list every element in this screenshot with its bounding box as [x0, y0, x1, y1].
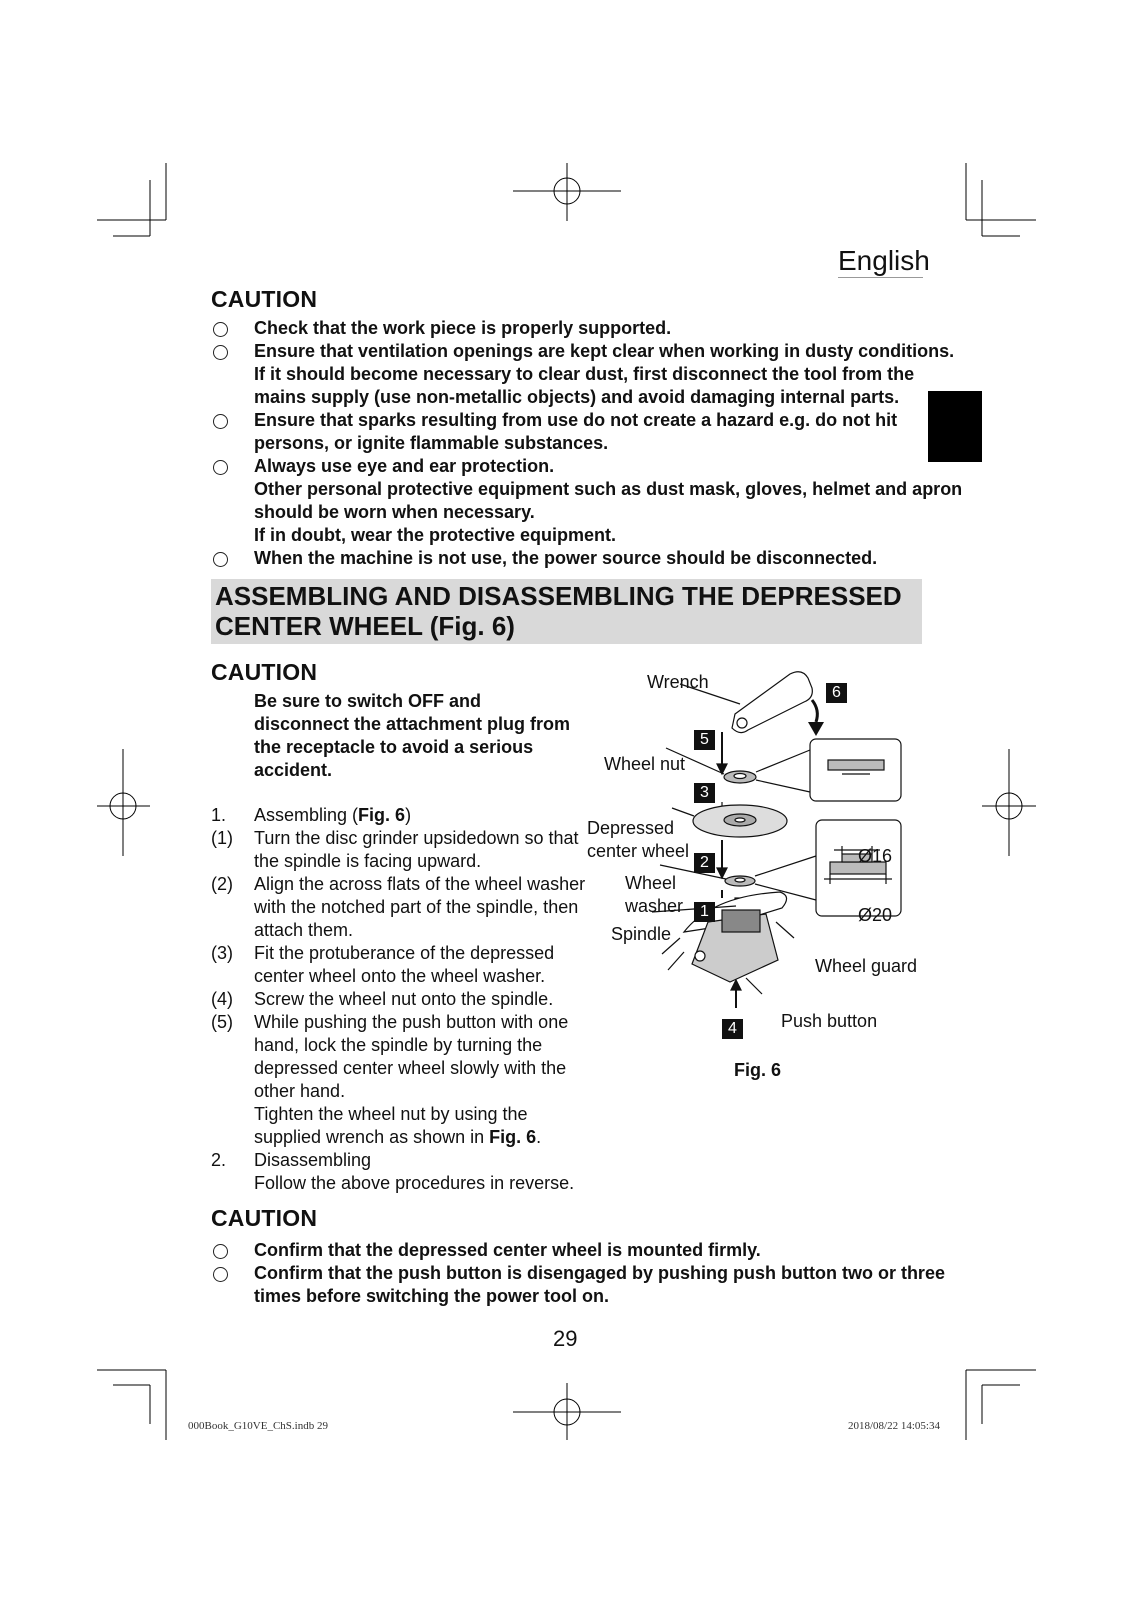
substep-5-line-4: other hand.	[254, 1081, 346, 1101]
substep-2-line-2: with the notched part of the spindle, then	[254, 897, 579, 917]
section-heading-line-2: CENTER WHEEL (Fig. 6)	[215, 611, 515, 641]
step-1-label: Assembling (Fig. 6)	[254, 805, 412, 825]
substep-number: (3)	[211, 943, 233, 963]
caution-item-1: Check that the work piece is properly supported.	[254, 318, 672, 338]
label-wheel-nut: Wheel nut	[604, 754, 686, 774]
caution-item-5: When the machine is not use, the power source should be disconnected.	[254, 548, 878, 568]
caution-title: CAUTION	[211, 1205, 318, 1231]
page-number: 29	[553, 1326, 578, 1351]
step-2-label: Disassembling	[254, 1150, 372, 1170]
caution-item-4-line-4: If in doubt, wear the protective equipment.	[254, 525, 617, 545]
caution3-item-1: Confirm that the depressed center wheel is mounted firmly.	[254, 1240, 761, 1260]
caution-item-4-line-3: should be worn when necessary.	[254, 502, 535, 522]
step-2-line-2: Follow the above procedures in reverse.	[254, 1173, 575, 1193]
substep-1-line-2: the spindle is facing upward.	[254, 851, 482, 871]
caution-item-3-line-1: Ensure that sparks resulting from use do not create a hazard e.g. do not hit	[254, 410, 898, 430]
substep-5-line-3: depressed center wheel slowly with the	[254, 1058, 567, 1078]
wheel-nut-icon	[724, 771, 756, 783]
bullet-circle-icon	[213, 1244, 228, 1259]
label-washer-line-1: Wheel	[625, 873, 677, 893]
caution2-line-3: the receptacle to avoid a serious	[254, 737, 534, 757]
substep-number: (1)	[211, 828, 233, 848]
bullet-circle-icon	[213, 1267, 228, 1282]
bullet-circle-icon	[213, 322, 228, 337]
caution-item-2-line-3: mains supply (use non-metallic objects) and avoid damaging internal parts.	[254, 387, 900, 407]
label-dim-16: Ø16	[858, 846, 893, 866]
step-number: 1.	[211, 805, 227, 825]
step-number: 2.	[211, 1150, 227, 1170]
label-spindle: Spindle	[611, 924, 672, 944]
label-dim-20: Ø20	[858, 905, 893, 925]
caution-title: CAUTION	[211, 659, 318, 685]
label-wheel-guard: Wheel guard	[815, 956, 918, 976]
section-heading-line-1: ASSEMBLING AND DISASSEMBLING THE DEPRESSED	[215, 581, 902, 611]
label-washer-line-2: washer	[625, 896, 684, 916]
caution2-line-1: Be sure to switch OFF and	[254, 691, 482, 711]
caution-item-4-line-1: Always use eye and ear protection.	[254, 456, 555, 476]
bullet-circle-icon	[213, 460, 228, 475]
depressed-center-wheel-icon	[693, 805, 787, 837]
substep-5-line-1: While pushing the push button with one	[254, 1012, 569, 1032]
figure-6-illustration	[580, 660, 930, 1080]
substep-number: (5)	[211, 1012, 233, 1032]
substep-5-line-6: supplied wrench as shown in Fig. 6.	[254, 1127, 542, 1147]
section-tab-marker	[928, 391, 982, 462]
substep-2-line-3: attach them.	[254, 920, 354, 940]
caution3-item-2-line-1: Confirm that the push button is disengaged by pushing push button two or three	[254, 1263, 945, 1283]
label-depressed-line-1: Depressed	[587, 818, 675, 838]
bullet-circle-icon	[213, 552, 228, 567]
step-number-badge: 3	[694, 783, 715, 803]
bullet-circle-icon	[213, 345, 228, 360]
wheel-washer-icon	[725, 876, 755, 886]
figure-caption: Fig. 6	[734, 1060, 782, 1080]
caution3-item-2-line-2: times before switching the power tool on.	[254, 1286, 610, 1306]
step-number-badge: 1	[694, 902, 715, 922]
label-push-button: Push button	[781, 1011, 878, 1031]
caution2-line-4: accident.	[254, 760, 333, 780]
step-number-badge: 2	[694, 853, 715, 873]
language-label: English	[838, 245, 930, 276]
substep-4-line-1: Screw the wheel nut onto the spindle.	[254, 989, 554, 1009]
step-number-badge: 6	[826, 683, 847, 703]
substep-1-line-1: Turn the disc grinder upsidedown so that	[254, 828, 579, 848]
substep-3-line-2: center wheel onto the wheel washer.	[254, 966, 546, 986]
substep-5-line-5: Tighten the wheel nut by using the	[254, 1104, 528, 1124]
substep-5-line-2: hand, lock the spindle by turning the	[254, 1035, 543, 1055]
substep-number: (4)	[211, 989, 233, 1009]
caution-item-2-line-1: Ensure that ventilation openings are kept clear when working in dusty conditions.	[254, 341, 955, 361]
language-underline	[838, 277, 923, 278]
substep-number: (2)	[211, 874, 233, 894]
section-heading	[215, 581, 902, 641]
step-number-badge: 4	[722, 1019, 743, 1039]
caution-item-3-line-2: persons, or ignite flammable substances.	[254, 433, 609, 453]
footer-timestamp: 2018/08/22 14:05:34	[848, 1420, 940, 1432]
caution2-line-2: disconnect the attachment plug from	[254, 714, 571, 734]
caution-title: CAUTION	[211, 286, 318, 312]
label-wrench: Wrench	[647, 672, 709, 692]
footer-file-info: 000Book_G10VE_ChS.indb 29	[188, 1420, 328, 1432]
substep-2-line-1: Align the across flats of the wheel washer	[254, 874, 586, 894]
caution-item-2-line-2: If it should become necessary to clear dust, first disconnect the tool from the	[254, 364, 915, 384]
substep-3-line-1: Fit the protuberance of the depressed	[254, 943, 555, 963]
caution-item-4-line-2: Other personal protective equipment such as dust mask, gloves, helmet and apron	[254, 479, 963, 499]
bullet-circle-icon	[213, 414, 228, 429]
step-number-badge: 5	[694, 730, 715, 750]
label-depressed-line-2: center wheel	[587, 841, 690, 861]
